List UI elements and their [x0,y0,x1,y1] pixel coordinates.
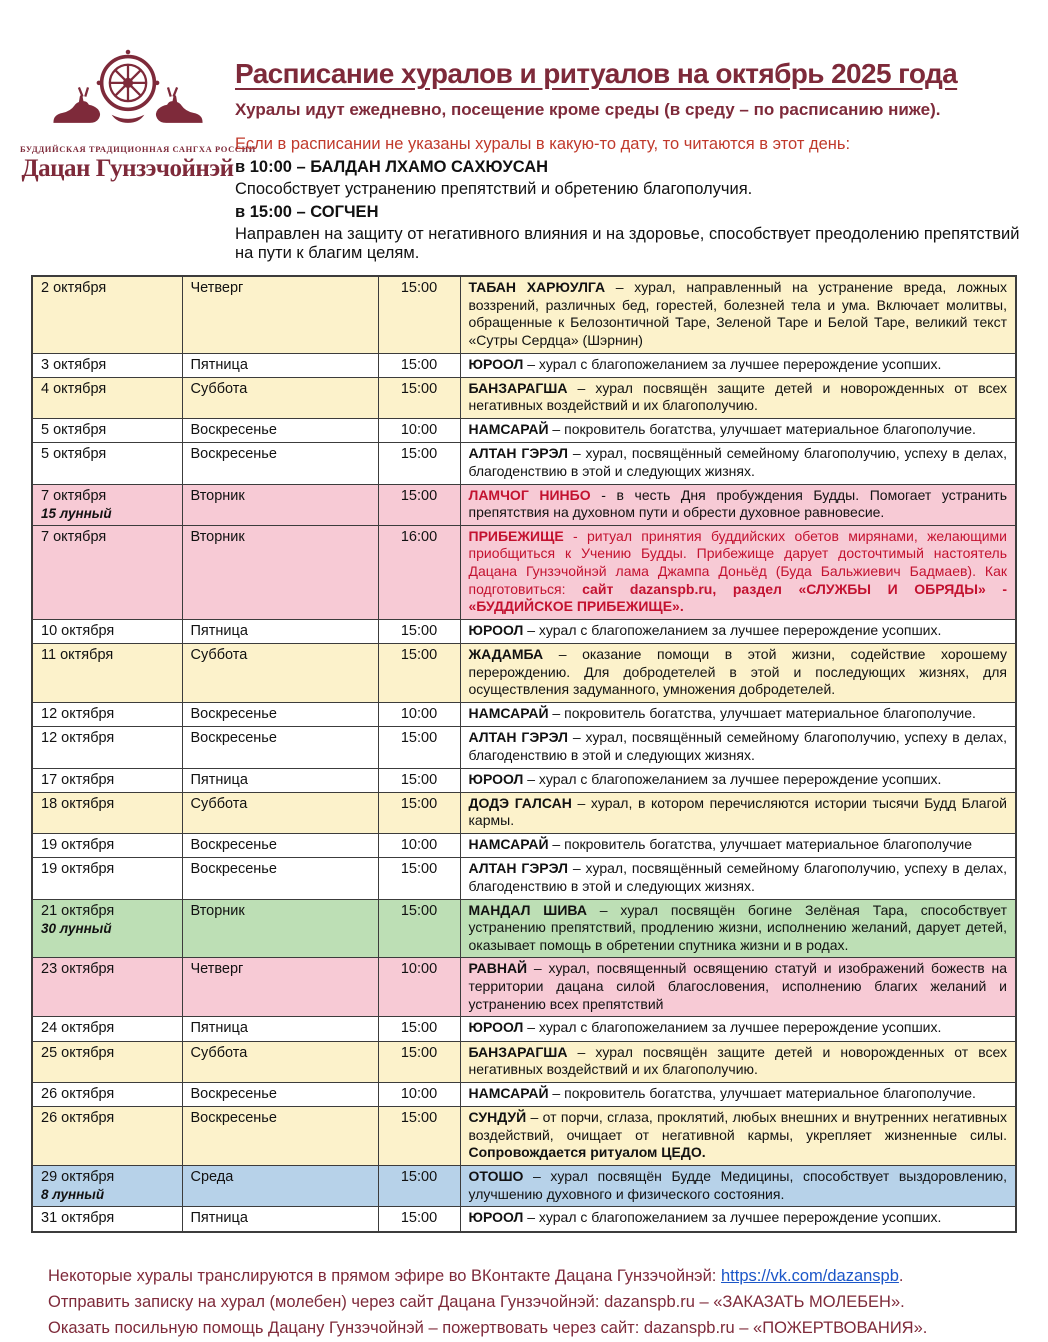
cell-date [32,768,182,792]
cell-weekday: Воскресенье [182,1107,378,1166]
date-text: 7 октября [41,487,107,504]
khural-name: НАМСАРАЙ [468,705,549,722]
table-row [32,276,1016,353]
date-text: 7 октября [41,528,107,545]
table-row [32,1017,1016,1041]
cell-description [460,276,1016,353]
date-text: 4 октября [41,380,107,397]
khural-name: ЮРООЛ [468,1019,524,1036]
khural-name: РАВНАЙ [468,960,528,977]
khural-description: – хурал с благопожеланием за лучшее перерождение усопших. [523,355,942,372]
khural-description: – хурал посвящён Будде Медицины, способствует выздоровлению, улучшению духовного и физического состояния. [468,1168,1007,1202]
khural-description: – хурал, направленный на устранение вреда, ложных воззрений, различных бед, горестей, болезней тела и ума. Включает молитвы, обращенные к Белозонтичной Таре, Зеленой Таре и Белой Таре, великий текст «Сутры Сердца» (Шэрнин) [468,279,1007,348]
date-text: 24 октября [41,1020,115,1037]
footer-broadcast-text: Некоторые хуралы транслируются в прямом эфире во ВКонтакте Дацана Гунзэчойнэй: [48,1266,721,1285]
cell-weekday: Воскресенье [182,1082,378,1106]
khural-description: – хурал с благопожеланием за лучшее перерождение усопших. [523,1209,942,1226]
table-row [32,525,1016,619]
date-text: 26 октября [41,1110,115,1127]
cell-weekday: Воскресенье [182,727,378,768]
cell-description [460,1166,1016,1207]
cell-time: 15:00 [378,619,460,643]
table-row [32,727,1016,768]
default-khural-2-desc: Направлен на защиту от негативного влияния и на здоровье, способствует преодолению препятствий на пути к благим целям. [235,225,1020,262]
cell-time: 15:00 [378,276,460,353]
date-text: 5 октября [41,422,107,439]
cell-time: 15:00 [378,727,460,768]
table-row [32,768,1016,792]
cell-date [32,525,182,619]
cell-time: 15:00 [378,858,460,899]
lunar-day-text: 30 лунный [41,920,112,936]
cell-time: 15:00 [378,792,460,833]
khural-name: ТАБАН ХАРЮУЛГА [468,279,606,295]
table-row [32,1207,1016,1232]
cell-time: 15:00 [378,377,460,418]
cell-time: 15:00 [378,1207,460,1232]
khural-description: – от порчи, сглаза, проклятий, любых внешних и внутренних негативных воздействий, очищает от негативной кармы, укрепляет жизненные силы. [468,1109,1007,1143]
date-text: 25 октября [41,1044,115,1061]
cell-weekday: Четверг [182,958,378,1017]
cell-date [32,1107,182,1166]
khural-description: – хурал, посвященный освящению статуй и изображений божеств на территории дацана силой благословения, исполнению благих желаний и устранению всех препятствий [468,960,1007,1012]
table-row [32,1041,1016,1082]
cell-weekday: Воскресенье [182,834,378,858]
cell-time: 10:00 [378,1082,460,1106]
khural-name: БАНЗАРАГША [468,1043,568,1060]
cell-date [32,834,182,858]
table-row [32,1166,1016,1207]
title-block [235,42,1035,263]
khural-description: – хурал посвящён богине Зелёная Тара, способствует устранению препятствий, продлению жизни, исполнению желаний, дарует детей, оказывает помощь в обретении спутника жизни и в родах. [468,901,1007,953]
date-text: 26 октября [41,1085,115,1102]
cell-date [32,958,182,1017]
cell-description [460,619,1016,643]
header [0,42,1048,263]
lunar-day-text: 15 лунный [41,505,112,521]
cell-description [460,792,1016,833]
khural-description: – хурал, в котором перечисляются истории тысячи Будд Благой кармы. [468,794,1008,829]
cell-weekday: Пятница [182,1017,378,1041]
cell-date [32,484,182,525]
cell-description [460,958,1016,1017]
date-text: 31 октября [41,1210,115,1227]
cell-description [460,1017,1016,1041]
khural-name: СУНДУЙ [468,1109,527,1126]
cell-weekday: Пятница [182,1207,378,1232]
schedule-table [31,275,1017,1233]
khural-description: - ритуал принятия буддийских обетов мирянами, желающими приобщиться к Учению Будды. Прибежище дарует досточтимый настоятель Дацана Гунзэчойнэй лама Джампа Доньёд (Буда Бальжиевич Бадмаев). Как подготовиться: [468,527,1007,597]
cell-time: 15:00 [378,1017,460,1041]
table-row [32,1082,1016,1106]
cell-description [460,1041,1016,1082]
cell-time: 10:00 [378,703,460,727]
cell-weekday: Суббота [182,377,378,418]
default-khural-1-desc: Способствует устранению препятствий и обретению благополучия. [235,180,753,198]
khural-name: НАМСАРАЙ [468,421,549,438]
cell-time: 15:00 [378,1041,460,1082]
khural-description: – хурал, посвящённый семейному благополучию, успеху в делах, благоденствию в этой и следующих жизнях. [468,860,1007,894]
date-text: 17 октября [41,771,115,788]
date-text: 21 октября [41,902,115,919]
khural-description: – покровитель богатства, улучшает материальное благополучие. [548,705,976,722]
cell-date [32,1041,182,1082]
cell-time: 10:00 [378,419,460,443]
table-row [32,834,1016,858]
cell-description [460,858,1016,899]
cell-time: 10:00 [378,958,460,1017]
page-title: Расписание хуралов и ритуалов на октябрь 2025 года [235,58,958,89]
date-text: 18 октября [41,795,115,812]
cell-weekday: Пятница [182,353,378,377]
cell-description [460,443,1016,484]
khural-name: ЛАМЧОГ НИНБО [468,486,591,503]
cell-weekday: Суббота [182,644,378,703]
cell-description [460,727,1016,768]
table-row [32,899,1016,958]
khural-description: – покровитель богатства, улучшает материальное благополучие. [548,421,976,438]
cell-date [32,1166,182,1207]
cell-time: 15:00 [378,1166,460,1207]
cell-weekday: Воскресенье [182,443,378,484]
cell-description [460,1082,1016,1106]
dharma-wheel-deer-icon [20,42,235,142]
default-khural-2-title: в 15:00 – СОГЧЕН [235,203,379,221]
footer-line-order: Отправить записку на хурал (молебен) через сайт Дацана Гунзэчойнэй: dazanspb.ru – «ЗАКАЗАТЬ МОЛЕБЕН». [48,1292,905,1311]
cell-time: 15:00 [378,899,460,958]
date-text: 19 октября [41,861,115,878]
cell-date [32,1082,182,1106]
khural-name: ЮРООЛ [468,1209,524,1226]
table-row [32,703,1016,727]
date-text: 3 октября [41,356,107,373]
cell-description [460,1107,1016,1166]
khural-name: ОТОШО [468,1168,524,1185]
khural-name: АЛТАН ГЭРЭЛ [468,860,568,877]
cell-weekday: Вторник [182,484,378,525]
cell-weekday: Воскресенье [182,703,378,727]
khural-description: – хурал, посвящённый семейному благополучию, успеху в делах, благоденствию в этой и следующих жизнях. [468,729,1007,763]
date-text: 12 октября [41,706,115,723]
khural-name: ЮРООЛ [468,621,524,638]
cell-description [460,703,1016,727]
cell-time: 15:00 [378,768,460,792]
cell-description [460,419,1016,443]
khural-description: – хурал, посвящённый семейному благополучию, успеху в делах, благоденствию в этой и следующих жизнях. [468,445,1007,479]
cell-date [32,1207,182,1232]
logo-org-line: БУДДИЙСКАЯ ТРАДИЦИОННАЯ САНГХА РОССИИ [20,144,256,154]
cell-weekday: Суббота [182,1041,378,1082]
date-text: 12 октября [41,730,115,747]
cell-date [32,353,182,377]
cell-date [32,377,182,418]
khural-name: НАМСАРАЙ [468,836,549,853]
cell-description [460,644,1016,703]
date-text: 29 октября [41,1169,115,1186]
cell-weekday: Суббота [182,792,378,833]
khural-description: – покровитель богатства, улучшает материальное благополучие [548,836,973,853]
khural-description: - в честь Дня пробуждения Будды. Помогает устранить препятствия на духовном пути и обрести духовное равновесие. [468,486,1007,521]
cell-time: 15:00 [378,443,460,484]
cell-date [32,727,182,768]
cell-date [32,792,182,833]
page-subtitle: Хуралы идут ежедневно, посещение кроме среды (в среду – по расписанию ниже). [235,100,941,119]
table-row [32,858,1016,899]
khural-name: ЮРООЛ [468,355,524,372]
table-row [32,353,1016,377]
khural-description-bold: сайт dazanspb.ru, раздел «СЛУЖБЫ И ОБРЯДЫ» - «БУДДИЙСКОЕ ПРИБЕЖИЩЕ». [468,580,1007,615]
cell-description [460,899,1016,958]
cell-date [32,703,182,727]
cell-weekday: Среда [182,1166,378,1207]
cell-date [32,619,182,643]
cell-description [460,484,1016,525]
vk-link[interactable]: https://vk.com/dazanspb [720,1266,899,1285]
date-text: 23 октября [41,961,115,978]
temple-logo [20,42,256,183]
khural-description: – покровитель богатства, улучшает материальное благополучие. [548,1084,976,1101]
khural-name: МАНДАЛ ШИВА [468,901,587,918]
footer-broadcast-period: . [898,1266,904,1285]
cell-description [460,768,1016,792]
cell-description [460,525,1016,619]
khural-description: – хурал посвящён защите детей и новорожденных от всех негативных воздействий и их благополучию. [468,379,1007,414]
khural-description: – хурал с благопожеланием за лучшее перерождение усопших. [523,621,942,638]
cell-weekday: Воскресенье [182,858,378,899]
cell-weekday: Воскресенье [182,419,378,443]
cell-date [32,276,182,353]
table-row [32,419,1016,443]
cell-description [460,834,1016,858]
khural-description-bold: Сопровождается ритуалом ЦЕДО. [468,1144,706,1161]
khural-name: ПРИБЕЖИЩЕ [468,527,564,544]
cell-date [32,644,182,703]
cell-weekday: Четверг [182,276,378,353]
cell-date [32,858,182,899]
cell-description [460,353,1016,377]
cell-date [32,899,182,958]
cell-weekday: Вторник [182,525,378,619]
table-row [32,958,1016,1017]
date-text: 19 октября [41,837,115,854]
khural-name: ДОДЭ ГАЛСАН [468,794,572,811]
table-row [32,1107,1016,1166]
khural-name: ЮРООЛ [468,770,524,787]
table-row [32,792,1016,833]
table-row [32,443,1016,484]
cell-time: 15:00 [378,1107,460,1166]
cell-weekday: Пятница [182,768,378,792]
date-text: 11 октября [41,647,114,664]
cell-weekday: Пятница [182,619,378,643]
date-text: 10 октября [41,622,115,639]
khural-description: – оказание помощи в этой жизни, содействие хорошему перерождению. Для добродетелей в этой и последующих жизнях, для осуществления задуманного, умножения добродетелей. [468,646,1007,698]
khural-name: ЖАДАМБА [468,646,544,663]
khural-name: АЛТАН ГЭРЭЛ [468,729,568,746]
table-row [32,377,1016,418]
khural-description: – хурал посвящён защите детей и новорожденных от всех негативных воздействий и их благополучию. [468,1043,1007,1078]
footer-line-donate: Оказать посильную помощь Дацану Гунзэчойнэй – пожертвовать через сайт: dazanspb.ru – «ПОЖЕРТВОВАНИЯ». [48,1319,928,1338]
cell-time: 16:00 [378,525,460,619]
khural-name: НАМСАРАЙ [468,1084,549,1101]
cell-description [460,1207,1016,1232]
cell-time: 15:00 [378,353,460,377]
date-text: 5 октября [41,446,107,463]
lunar-day-text: 8 лунный [41,1187,105,1203]
table-row [32,619,1016,643]
khural-name: АЛТАН ГЭРЭЛ [468,445,568,462]
table-row [32,644,1016,703]
logo-temple-name: Дацан Гунзэчойнэй [21,155,234,182]
khural-name: БАНЗАРАГША [468,379,568,396]
cell-weekday: Вторник [182,899,378,958]
cell-date [32,1017,182,1041]
cell-time: 15:00 [378,644,460,703]
table-row [32,484,1016,525]
footer-line-broadcast [48,1263,1048,1289]
cell-date [32,419,182,443]
khural-description: – хурал с благопожеланием за лучшее перерождение усопших. [523,1019,942,1036]
default-days-note: Если в расписании не указаны хуралы в какую-то дату, то читаются в этот день: [235,135,851,153]
cell-description [460,377,1016,418]
default-khural-1-title: в 10:00 – БАЛДАН ЛХАМО САХЮУСАН [235,158,549,176]
footer [48,1263,1048,1342]
khural-description: – хурал с благопожеланием за лучшее перерождение усопших. [523,770,942,787]
cell-date [32,443,182,484]
cell-time: 15:00 [378,484,460,525]
date-text: 2 октября [41,280,107,296]
cell-time: 10:00 [378,834,460,858]
